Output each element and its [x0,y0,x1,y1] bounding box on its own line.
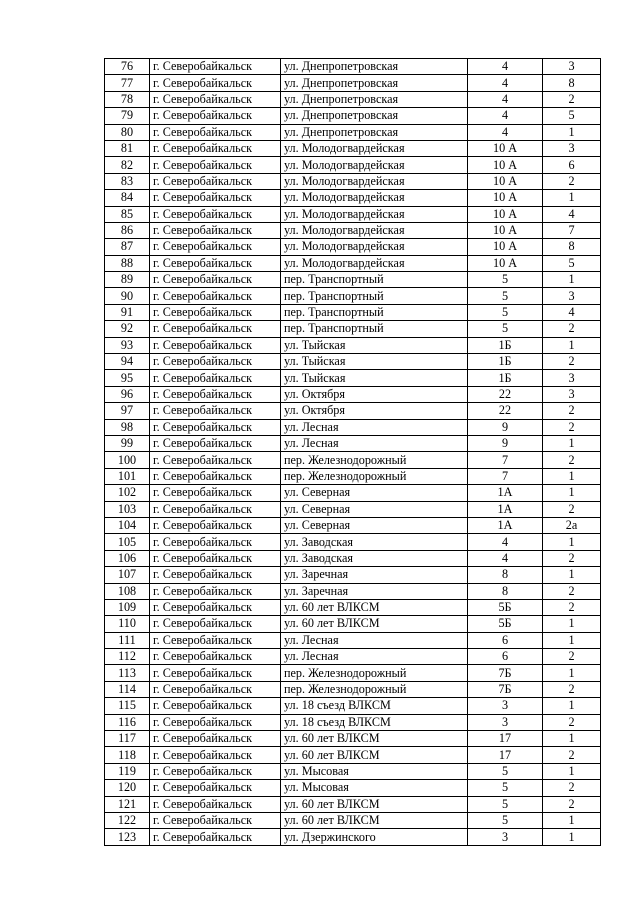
apartment-number-cell: 2 [543,403,601,419]
table-row [105,321,601,337]
table-row [105,419,601,435]
apartment-number-cell: 4 [543,206,601,222]
row-number-cell: 115 [105,698,150,714]
apartment-number-cell: 2 [543,354,601,370]
street-cell: ул. Лесная [281,649,468,665]
table-row [105,386,601,402]
table-row [105,632,601,648]
table-row [105,599,601,615]
row-number-cell: 96 [105,386,150,402]
street-cell: ул. Лесная [281,419,468,435]
apartment-number-cell: 3 [543,386,601,402]
city-cell: г. Северобайкальск [150,812,281,828]
house-number-cell: 5 [468,812,543,828]
street-cell: ул. Днепропетровская [281,75,468,91]
street-cell: ул. Днепропетровская [281,124,468,140]
apartment-number-cell: 2 [543,321,601,337]
house-number-cell: 1Б [468,370,543,386]
city-cell: г. Северобайкальск [150,108,281,124]
street-cell: ул. 18 съезд ВЛКСМ [281,698,468,714]
row-number-cell: 89 [105,272,150,288]
table-row [105,517,601,533]
apartment-number-cell: 2 [543,649,601,665]
apartment-number-cell: 6 [543,157,601,173]
table-row [105,59,601,75]
city-cell: г. Северобайкальск [150,255,281,271]
table-row [105,304,601,320]
city-cell: г. Северобайкальск [150,731,281,747]
apartment-number-cell: 1 [543,272,601,288]
street-cell: ул. 60 лет ВЛКСМ [281,747,468,763]
table-row [105,534,601,550]
house-number-cell: 1Б [468,354,543,370]
street-cell: ул. Тыйская [281,354,468,370]
house-number-cell: 7Б [468,665,543,681]
row-number-cell: 101 [105,468,150,484]
table-row [105,567,601,583]
row-number-cell: 107 [105,567,150,583]
house-number-cell: 5 [468,780,543,796]
table-row [105,255,601,271]
apartment-number-cell: 8 [543,75,601,91]
apartment-number-cell: 8 [543,239,601,255]
row-number-cell: 109 [105,599,150,615]
city-cell: г. Северобайкальск [150,272,281,288]
row-number-cell: 86 [105,222,150,238]
house-number-cell: 10 А [468,222,543,238]
city-cell: г. Северобайкальск [150,222,281,238]
house-number-cell: 9 [468,435,543,451]
street-cell: ул. 60 лет ВЛКСМ [281,796,468,812]
table-row [105,354,601,370]
house-number-cell: 7Б [468,681,543,697]
table-row [105,747,601,763]
city-cell: г. Северобайкальск [150,583,281,599]
city-cell: г. Северобайкальск [150,599,281,615]
house-number-cell: 4 [468,550,543,566]
street-cell: ул. Молодогвардейская [281,190,468,206]
street-cell: ул. Молодогвардейская [281,157,468,173]
city-cell: г. Северобайкальск [150,59,281,75]
city-cell: г. Северобайкальск [150,403,281,419]
row-number-cell: 90 [105,288,150,304]
apartment-number-cell: 1 [543,632,601,648]
row-number-cell: 113 [105,665,150,681]
apartment-number-cell: 1 [543,435,601,451]
house-number-cell: 10 А [468,190,543,206]
apartment-number-cell: 2 [543,419,601,435]
row-number-cell: 84 [105,190,150,206]
apartment-number-cell: 1 [543,698,601,714]
row-number-cell: 85 [105,206,150,222]
table-row [105,796,601,812]
apartment-number-cell: 2 [543,780,601,796]
row-number-cell: 100 [105,452,150,468]
house-number-cell: 1А [468,485,543,501]
house-number-cell: 1А [468,501,543,517]
city-cell: г. Северобайкальск [150,124,281,140]
street-cell: ул. Заречная [281,583,468,599]
apartment-number-cell: 1 [543,485,601,501]
house-number-cell: 3 [468,829,543,845]
house-number-cell: 10 А [468,173,543,189]
city-cell: г. Северобайкальск [150,698,281,714]
row-number-cell: 87 [105,239,150,255]
row-number-cell: 111 [105,632,150,648]
row-number-cell: 122 [105,812,150,828]
address-table [104,58,601,846]
city-cell: г. Северобайкальск [150,485,281,501]
house-number-cell: 10 А [468,239,543,255]
street-cell: ул. Лесная [281,435,468,451]
table-row [105,157,601,173]
row-number-cell: 81 [105,140,150,156]
table-row [105,501,601,517]
apartment-number-cell: 1 [543,337,601,353]
city-cell: г. Северобайкальск [150,763,281,779]
apartment-number-cell: 1 [543,665,601,681]
apartment-number-cell: 2 [543,796,601,812]
row-number-cell: 77 [105,75,150,91]
street-cell: ул. Октября [281,386,468,402]
apartment-number-cell: 1 [543,124,601,140]
house-number-cell: 10 А [468,157,543,173]
street-cell: ул. Северная [281,517,468,533]
row-number-cell: 93 [105,337,150,353]
apartment-number-cell: 5 [543,108,601,124]
city-cell: г. Северобайкальск [150,304,281,320]
table-row [105,370,601,386]
street-cell: пер. Железнодорожный [281,452,468,468]
table-row [105,288,601,304]
house-number-cell: 5Б [468,599,543,615]
house-number-cell: 4 [468,124,543,140]
city-cell: г. Северобайкальск [150,550,281,566]
apartment-number-cell: 1 [543,567,601,583]
city-cell: г. Северобайкальск [150,452,281,468]
row-number-cell: 91 [105,304,150,320]
city-cell: г. Северобайкальск [150,435,281,451]
row-number-cell: 99 [105,435,150,451]
row-number-cell: 83 [105,173,150,189]
table-row [105,403,601,419]
row-number-cell: 118 [105,747,150,763]
city-cell: г. Северобайкальск [150,206,281,222]
street-cell: ул. Заречная [281,567,468,583]
street-cell: ул. 18 съезд ВЛКСМ [281,714,468,730]
table-row [105,731,601,747]
house-number-cell: 5 [468,763,543,779]
house-number-cell: 9 [468,419,543,435]
table-row [105,91,601,107]
row-number-cell: 120 [105,780,150,796]
street-cell: ул. Молодогвардейская [281,206,468,222]
street-cell: ул. Днепропетровская [281,91,468,107]
street-cell: ул. Молодогвардейская [281,222,468,238]
row-number-cell: 123 [105,829,150,845]
house-number-cell: 6 [468,649,543,665]
apartment-number-cell: 3 [543,288,601,304]
house-number-cell: 7 [468,452,543,468]
house-number-cell: 5 [468,288,543,304]
table-row [105,583,601,599]
apartment-number-cell: 4 [543,304,601,320]
apartment-number-cell: 3 [543,59,601,75]
house-number-cell: 4 [468,59,543,75]
street-cell: пер. Транспортный [281,304,468,320]
table-row [105,649,601,665]
row-number-cell: 108 [105,583,150,599]
city-cell: г. Северобайкальск [150,501,281,517]
house-number-cell: 5Б [468,616,543,632]
row-number-cell: 88 [105,255,150,271]
row-number-cell: 92 [105,321,150,337]
street-cell: ул. Мысовая [281,763,468,779]
apartment-number-cell: 1 [543,534,601,550]
house-number-cell: 5 [468,321,543,337]
row-number-cell: 106 [105,550,150,566]
city-cell: г. Северобайкальск [150,665,281,681]
street-cell: ул. Северная [281,501,468,517]
apartment-number-cell: 2а [543,517,601,533]
table-row [105,190,601,206]
row-number-cell: 121 [105,796,150,812]
city-cell: г. Северобайкальск [150,321,281,337]
apartment-number-cell: 2 [543,452,601,468]
city-cell: г. Северобайкальск [150,534,281,550]
apartment-number-cell: 2 [543,599,601,615]
city-cell: г. Северобайкальск [150,190,281,206]
city-cell: г. Северобайкальск [150,632,281,648]
house-number-cell: 22 [468,386,543,402]
apartment-number-cell: 2 [543,550,601,566]
row-number-cell: 117 [105,731,150,747]
table-row [105,829,601,845]
street-cell: ул. Днепропетровская [281,59,468,75]
table-row [105,714,601,730]
city-cell: г. Северобайкальск [150,75,281,91]
city-cell: г. Северобайкальск [150,386,281,402]
street-cell: ул. 60 лет ВЛКСМ [281,599,468,615]
street-cell: ул. Днепропетровская [281,108,468,124]
house-number-cell: 8 [468,567,543,583]
row-number-cell: 76 [105,59,150,75]
apartment-number-cell: 1 [543,468,601,484]
street-cell: ул. Заводская [281,534,468,550]
city-cell: г. Северобайкальск [150,337,281,353]
table-row [105,108,601,124]
house-number-cell: 5 [468,304,543,320]
street-cell: пер. Железнодорожный [281,468,468,484]
city-cell: г. Северобайкальск [150,239,281,255]
table-row [105,435,601,451]
house-number-cell: 3 [468,714,543,730]
row-number-cell: 95 [105,370,150,386]
address-table-body [105,59,601,846]
row-number-cell: 79 [105,108,150,124]
table-row [105,698,601,714]
city-cell: г. Северобайкальск [150,370,281,386]
city-cell: г. Северобайкальск [150,681,281,697]
table-row [105,780,601,796]
house-number-cell: 4 [468,91,543,107]
apartment-number-cell: 1 [543,190,601,206]
table-row [105,665,601,681]
house-number-cell: 6 [468,632,543,648]
street-cell: пер. Транспортный [281,321,468,337]
apartment-number-cell: 2 [543,173,601,189]
street-cell: ул. 60 лет ВЛКСМ [281,616,468,632]
city-cell: г. Северобайкальск [150,354,281,370]
street-cell: пер. Транспортный [281,272,468,288]
city-cell: г. Северобайкальск [150,616,281,632]
street-cell: ул. Октября [281,403,468,419]
street-cell: ул. Мысовая [281,780,468,796]
row-number-cell: 80 [105,124,150,140]
table-row [105,75,601,91]
city-cell: г. Северобайкальск [150,747,281,763]
city-cell: г. Северобайкальск [150,567,281,583]
city-cell: г. Северобайкальск [150,173,281,189]
street-cell: ул. Заводская [281,550,468,566]
apartment-number-cell: 2 [543,91,601,107]
table-row [105,452,601,468]
house-number-cell: 8 [468,583,543,599]
apartment-number-cell: 2 [543,681,601,697]
table-row [105,812,601,828]
house-number-cell: 4 [468,75,543,91]
row-number-cell: 102 [105,485,150,501]
city-cell: г. Северобайкальск [150,829,281,845]
row-number-cell: 104 [105,517,150,533]
row-number-cell: 114 [105,681,150,697]
apartment-number-cell: 1 [543,829,601,845]
house-number-cell: 10 А [468,140,543,156]
row-number-cell: 116 [105,714,150,730]
table-row [105,206,601,222]
city-cell: г. Северобайкальск [150,649,281,665]
street-cell: ул. Северная [281,485,468,501]
apartment-number-cell: 3 [543,140,601,156]
row-number-cell: 103 [105,501,150,517]
table-row [105,272,601,288]
city-cell: г. Северобайкальск [150,714,281,730]
city-cell: г. Северобайкальск [150,780,281,796]
apartment-number-cell: 2 [543,747,601,763]
house-number-cell: 1Б [468,337,543,353]
row-number-cell: 78 [105,91,150,107]
city-cell: г. Северобайкальск [150,140,281,156]
table-row [105,550,601,566]
apartment-number-cell: 3 [543,370,601,386]
street-cell: ул. Лесная [281,632,468,648]
apartment-number-cell: 1 [543,616,601,632]
house-number-cell: 1А [468,517,543,533]
street-cell: ул. 60 лет ВЛКСМ [281,731,468,747]
house-number-cell: 4 [468,108,543,124]
table-row [105,140,601,156]
table-row [105,485,601,501]
house-number-cell: 5 [468,796,543,812]
city-cell: г. Северобайкальск [150,468,281,484]
house-number-cell: 22 [468,403,543,419]
apartment-number-cell: 2 [543,583,601,599]
street-cell: ул. Молодогвардейская [281,255,468,271]
row-number-cell: 97 [105,403,150,419]
house-number-cell: 7 [468,468,543,484]
apartment-number-cell: 1 [543,763,601,779]
street-cell: ул. Молодогвардейская [281,173,468,189]
table-row [105,616,601,632]
apartment-number-cell: 1 [543,812,601,828]
house-number-cell: 17 [468,731,543,747]
apartment-number-cell: 2 [543,714,601,730]
row-number-cell: 110 [105,616,150,632]
city-cell: г. Северобайкальск [150,288,281,304]
row-number-cell: 112 [105,649,150,665]
street-cell: пер. Транспортный [281,288,468,304]
table-row [105,124,601,140]
row-number-cell: 98 [105,419,150,435]
street-cell: ул. Молодогвардейская [281,140,468,156]
city-cell: г. Северобайкальск [150,517,281,533]
apartment-number-cell: 2 [543,501,601,517]
street-cell: пер. Железнодорожный [281,681,468,697]
street-cell: ул. 60 лет ВЛКСМ [281,812,468,828]
city-cell: г. Северобайкальск [150,157,281,173]
table-row [105,173,601,189]
table-row [105,681,601,697]
street-cell: ул. Молодогвардейская [281,239,468,255]
apartment-number-cell: 5 [543,255,601,271]
apartment-number-cell: 7 [543,222,601,238]
table-row [105,239,601,255]
house-number-cell: 17 [468,747,543,763]
row-number-cell: 119 [105,763,150,779]
house-number-cell: 5 [468,272,543,288]
street-cell: ул. Тыйская [281,370,468,386]
table-row [105,337,601,353]
house-number-cell: 4 [468,534,543,550]
table-row [105,763,601,779]
apartment-number-cell: 1 [543,731,601,747]
street-cell: пер. Железнодорожный [281,665,468,681]
city-cell: г. Северобайкальск [150,419,281,435]
table-row [105,468,601,484]
row-number-cell: 82 [105,157,150,173]
street-cell: ул. Дзержинского [281,829,468,845]
street-cell: ул. Тыйская [281,337,468,353]
city-cell: г. Северобайкальск [150,91,281,107]
house-number-cell: 10 А [468,206,543,222]
house-number-cell: 3 [468,698,543,714]
table-row [105,222,601,238]
house-number-cell: 10 А [468,255,543,271]
row-number-cell: 105 [105,534,150,550]
city-cell: г. Северобайкальск [150,796,281,812]
row-number-cell: 94 [105,354,150,370]
